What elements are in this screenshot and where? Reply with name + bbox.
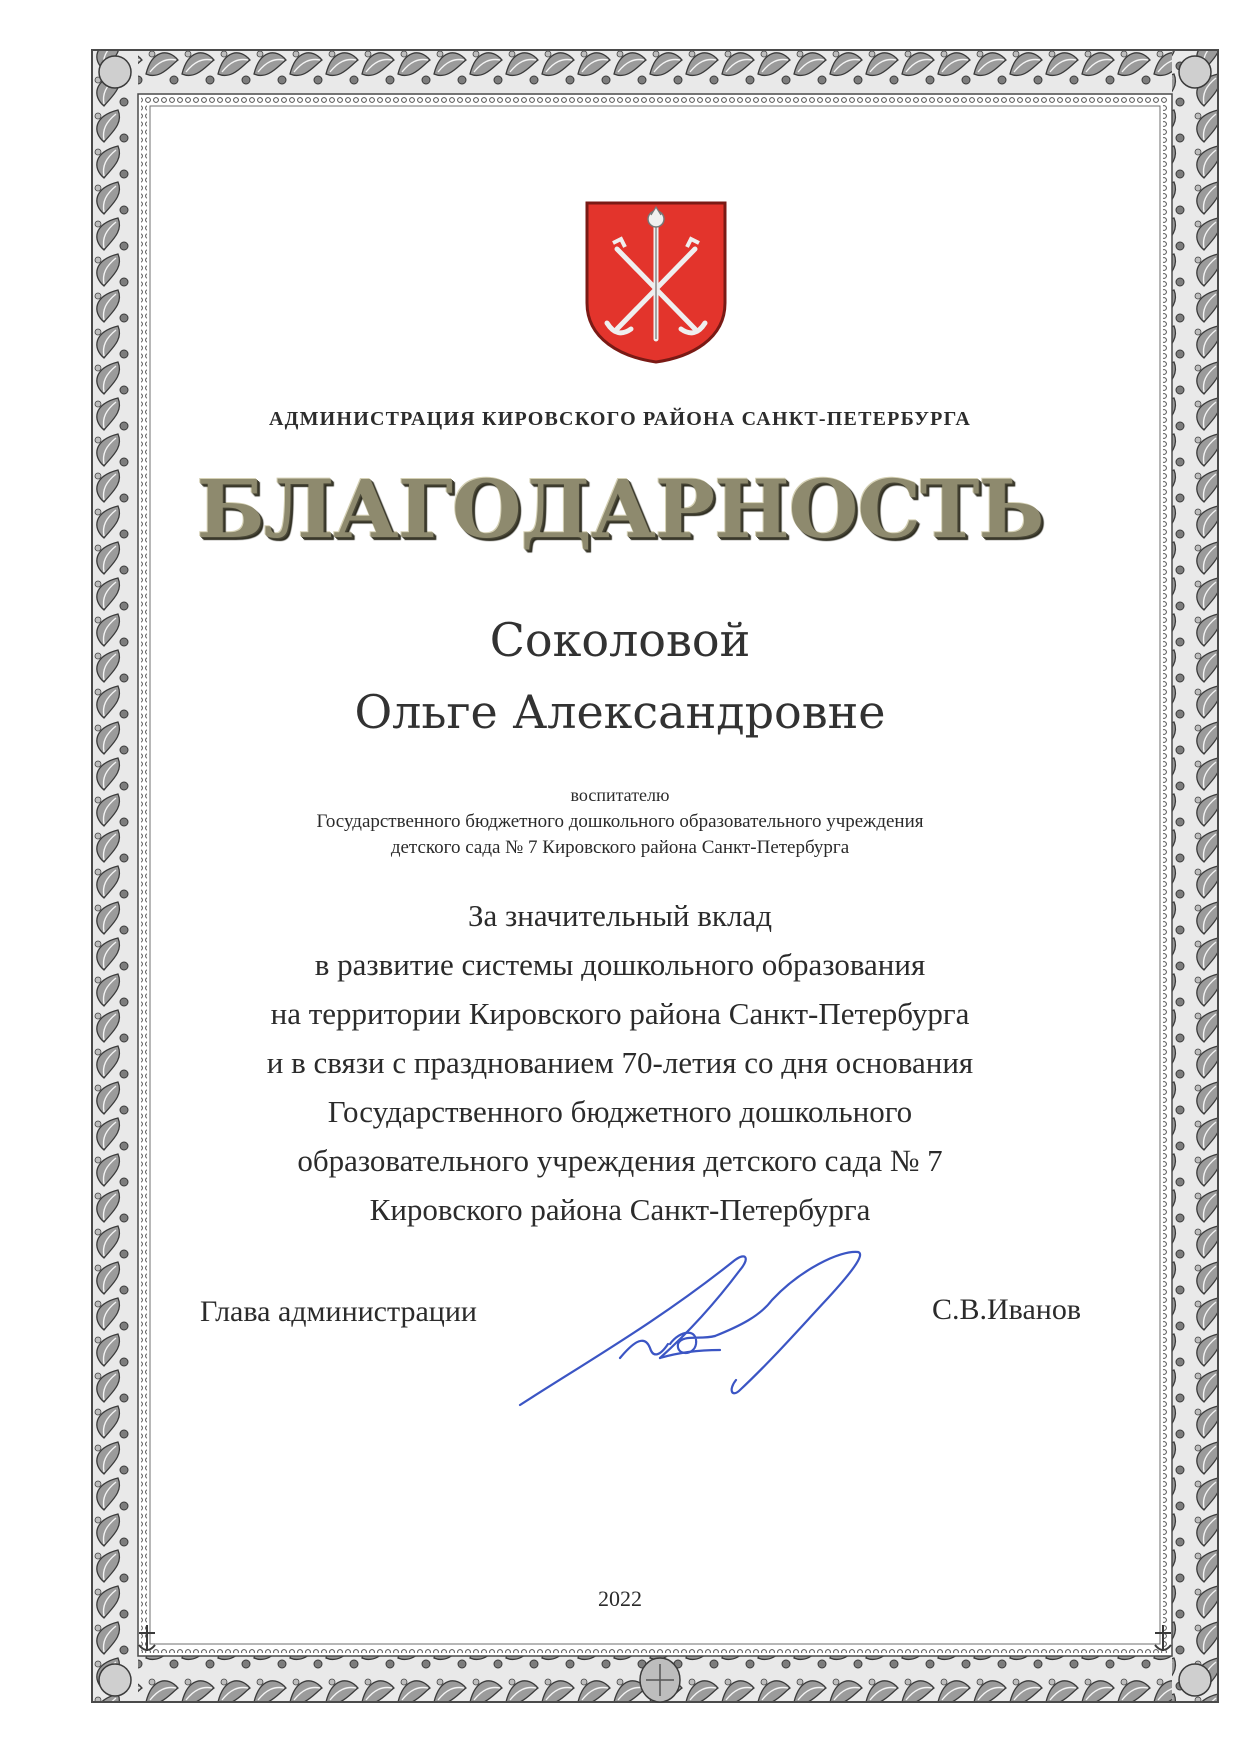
reason-line: образовательного учреждения детского сада № 7 — [297, 1143, 943, 1178]
organization-line: детского сада № 7 Кировского района Санкт-Петербурга — [390, 837, 850, 858]
reason-line: За значительный вклад — [468, 898, 772, 933]
document-year: 2022 — [598, 1586, 642, 1611]
reason-line: и в связи с празднованием 70-летия со дня основания — [266, 1045, 974, 1080]
signatory-title: Глава администрации — [200, 1295, 477, 1328]
reason-line: в развитие системы дошкольного образования — [314, 947, 926, 982]
signatory-name: С.В.Иванов — [932, 1293, 1081, 1326]
signature-icon — [510, 1240, 910, 1420]
reason-line: Государственного бюджетного дошкольного — [327, 1094, 913, 1129]
reason-text — [0, 891, 1240, 1234]
reason-line: на территории Кировского района Санкт-Петербурга — [270, 996, 970, 1031]
issuer-heading: АДМИНИСТРАЦИЯ КИРОВСКОГО РАЙОНА САНКТ-ПЕТЕРБУРГА — [269, 408, 971, 430]
recipient-position: воспитателю — [570, 785, 670, 805]
recipient-given-names: Ольге Александровне — [354, 685, 886, 739]
coat-of-arms-icon — [581, 199, 731, 364]
recipient-surname: Соколовой — [489, 613, 751, 667]
organization-line: Государственного бюджетного дошкольного образовательного учреждения — [316, 811, 924, 832]
document-title: БЛАГОДАРНОСТЬ — [196, 462, 1044, 556]
reason-line: Кировского района Санкт-Петербурга — [369, 1192, 871, 1227]
